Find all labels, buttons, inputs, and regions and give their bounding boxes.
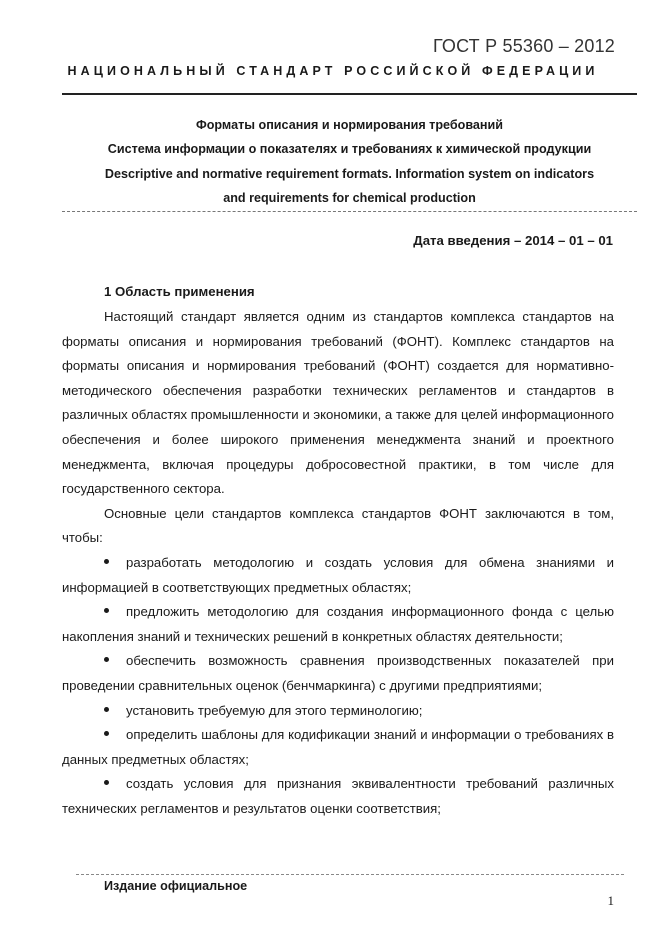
bullet-icon [104,772,126,797]
bullet-icon [104,649,126,674]
section-heading: 1 Область применения [104,284,255,299]
goals-list [62,551,614,822]
list-item [62,723,614,772]
paragraph: Основные цели стандартов комплекса стандартов ФОНТ заключаются в том, чтобы: [62,505,614,546]
list-item-text: разработать методологию и создать условия для обмена знаниями и информацией в соответствующих предметных областях; [62,554,614,595]
bullet-icon [104,600,126,625]
section-body [62,305,614,821]
list-item-text: определить шаблоны для кодификации знаний и информации о требованиях в данных предметных областях; [62,727,614,767]
bullet-icon [104,551,126,576]
title-block [62,113,637,210]
list-item [62,772,614,821]
page-number: 1 [607,893,614,908]
introduction-date: Дата введения – 2014 – 01 – 01 [413,233,613,248]
gost-number: ГОСТ Р 55360 – 2012 [432,36,615,56]
top-divider [62,93,637,95]
title-line-en-1: Descriptive and normative requirement formats. Information system on indicators [104,166,595,181]
list-item [62,600,614,649]
title-line-ru-2: Система информации о показателях и требованиях к химической продукции [107,142,592,157]
list-item-text: установить требуемую для этого терминологию; [126,702,423,718]
list-item [62,649,614,698]
edition-label: Издание официальное [104,879,248,893]
title-line-ru-1: Форматы описания и нормирования требований [195,118,504,132]
footer-divider [76,874,624,875]
title-divider [62,211,637,212]
paragraph: Настоящий стандарт является одним из стандартов комплекса стандартов на форматы описания и нормирования требований (ФОНТ). Комплекс стандартов на форматы описания и нормирования требований (ФОНТ) создается для нормативно-методического обеспечения разработки технических регламентов и стандартов в различных областях промышленности и экономики, а также для целей информационного обеспечения и более широкого применения менеджмента знаний и проектного менеджмента, включая процедуры добросовестной практики, в том числе для государственного сектора. [62,309,614,497]
list-item-text: создать условия для признания эквивалентности требований различных технических регламентов и результатов оценки соответствия; [62,776,614,816]
list-item-text: предложить методологию для создания информационного фонда с целью накопления знаний и технических решений в конкретных областях деятельности; [62,604,614,644]
bullet-icon [104,699,126,724]
standard-header: НАЦИОНАЛЬНЫЙ СТАНДАРТ РОССИЙСКОЙ ФЕДЕРАЦИИ [67,64,599,78]
list-item-text: обеспечить возможность сравнения производственных показателей при проведении сравнительных оценок (бенчмаркинга) с другими предприятиями; [62,653,614,693]
title-line-en-2: and requirements for chemical production [223,190,476,205]
list-item [62,551,614,600]
bullet-icon [104,723,126,748]
list-item [62,699,614,724]
